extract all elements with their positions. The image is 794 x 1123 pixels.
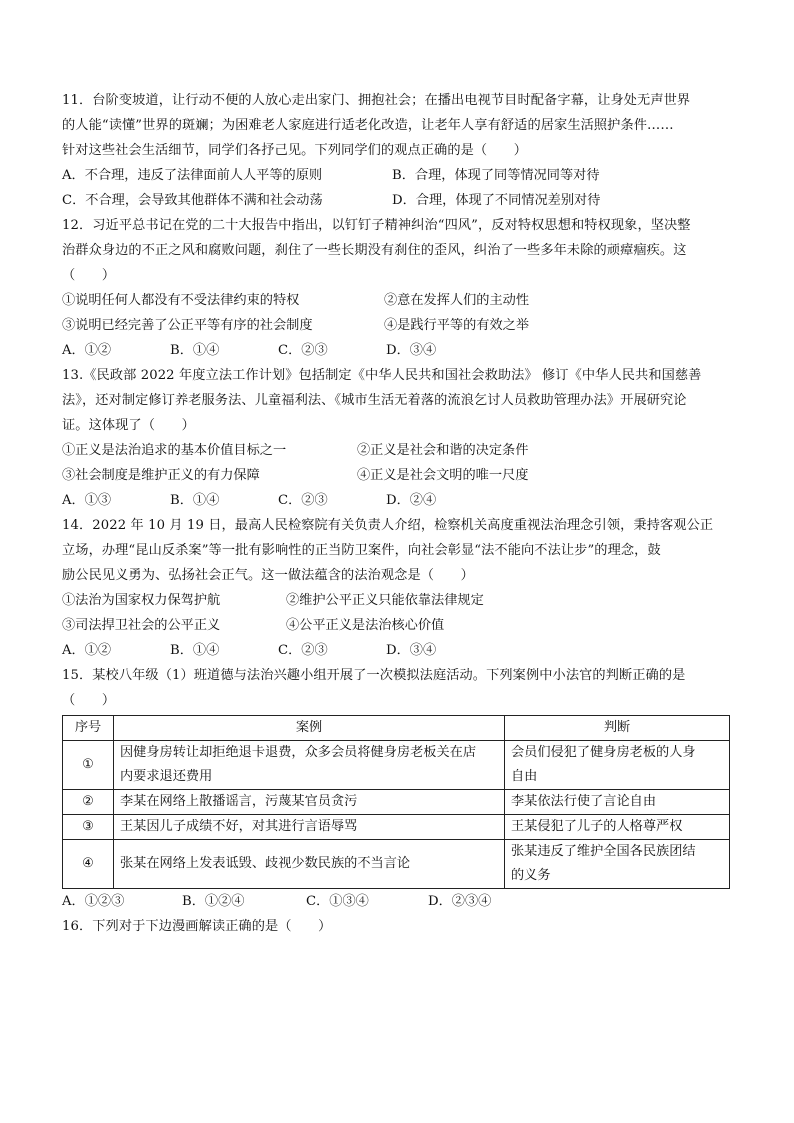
- question-text: 针对这些社会生活细节，同学们各抒己见。下列同学们的观点正确的是（ ）: [62, 143, 528, 158]
- question-text: 的人能“读懂”世界的斑斓；为困难老人家庭进行适老化改造，让老年人享有舒适的居家生活照护条件……: [62, 118, 674, 133]
- question-text: 证。这体现了（ ）: [62, 418, 195, 433]
- exam-page: [62, 88, 732, 939]
- option-a[interactable]: A．①②: [62, 643, 112, 658]
- row-judgment: 张某违反了维护全国各民族团结 的义务: [505, 840, 730, 889]
- statement-2: ②正义是社会和谐的决定条件: [357, 443, 529, 458]
- row-case: 张某在网络上发表诋毁、歧视少数民族的不当言论: [114, 840, 505, 889]
- option-c[interactable]: C．不合理，会导致其他群体不满和社会动荡: [62, 193, 323, 208]
- option-a[interactable]: A．①③: [62, 493, 112, 508]
- question-text: 16．下列对于下边漫画解读正确的是（ ）: [62, 919, 332, 934]
- statement-3: ③司法捍卫社会的公平正义: [62, 618, 221, 633]
- question-text: 14．2022 年 10 月 19 日，最高人民检察院有关负责人介绍，检察机关高度重视法治理念引领，秉持客观公正: [62, 518, 714, 533]
- question-text: 12．习近平总书记在党的二十大报告中指出，以钉钉子精神纠治“四风”，反对特权思想和特权现象，坚决整: [62, 218, 691, 233]
- option-c[interactable]: C．②③: [278, 643, 328, 658]
- header-number: 序号: [63, 716, 114, 741]
- table-row: [63, 790, 730, 815]
- row-judgment: 会员们侵犯了健身房老板的人身 自由: [505, 741, 730, 790]
- option-c[interactable]: C．②③: [278, 343, 328, 358]
- statement-1: ①说明任何人都没有不受法律约束的特权: [62, 293, 300, 308]
- case-table: [62, 715, 730, 889]
- question-text: 法》，还对制定修订养老服务法、儿童福利法、《城市生活无着落的流浪乞讨人员救助管理办法》开展研究论: [62, 393, 687, 408]
- question-12: [62, 213, 732, 363]
- statement-1: ①正义是法治追求的基本价值目标之一: [62, 443, 287, 458]
- option-a[interactable]: A．不合理，违反了法律面前人人平等的原则: [62, 168, 323, 183]
- statement-3: ③社会制度是维护正义的有力保障: [62, 468, 260, 483]
- option-b[interactable]: B．①②④: [182, 894, 245, 909]
- row-number: ①: [63, 741, 114, 790]
- row-judgment: 王某侵犯了儿子的人格尊严权: [505, 815, 730, 840]
- option-d[interactable]: D．②④: [386, 493, 437, 508]
- row-number: ③: [63, 815, 114, 840]
- statement-4: ④公平正义是法治核心价值: [286, 618, 445, 633]
- statement-2: ②意在发挥人们的主动性: [384, 293, 530, 308]
- header-case: 案例: [114, 716, 505, 741]
- option-c[interactable]: C．②③: [278, 493, 328, 508]
- option-a[interactable]: A．①②: [62, 343, 112, 358]
- question-16: [62, 914, 732, 939]
- question-15: [62, 663, 732, 914]
- question-text: 15．某校八年级（1）班道德与法治兴趣小组开展了一次模拟法庭活动。下列案例中小法官的判断正确的是: [62, 668, 686, 683]
- option-d[interactable]: D．③④: [386, 343, 437, 358]
- row-case: 李某在网络上散播谣言，污蔑某官员贪污: [114, 790, 505, 815]
- question-14: [62, 513, 732, 663]
- option-a[interactable]: A．①②③: [62, 894, 125, 909]
- table-row: [63, 840, 730, 889]
- question-text: 立场，办理“昆山反杀案”等一批有影响性的正当防卫案件，向社会彰显“法不能向不法让步”的理念，鼓: [62, 543, 661, 558]
- question-text: （ ）: [62, 268, 116, 283]
- row-judgment: 李某依法行使了言论自由: [505, 790, 730, 815]
- row-case: 因健身房转让却拒绝退卡退费，众多会员将健身房老板关在店 内要求退还费用: [114, 741, 505, 790]
- table-header-row: [63, 716, 730, 741]
- question-text: 治群众身边的不正之风和腐败问题，刹住了一些长期没有刹住的歪风，纠治了一些多年未除的顽瘴痼疾。这: [62, 243, 687, 258]
- statement-2: ②维护公平正义只能依靠法律规定: [286, 593, 484, 608]
- question-text: 11．台阶变坡道，让行动不便的人放心走出家门、拥抱社会；在播出电视节目时配备字幕，让身处无声世界: [62, 93, 691, 108]
- option-b[interactable]: B．①④: [170, 643, 220, 658]
- table-row: [63, 741, 730, 790]
- option-b[interactable]: B．合理，体现了同等情况同等对待: [392, 168, 600, 183]
- option-d[interactable]: D．②③④: [428, 894, 492, 909]
- question-text: 励公民见义勇为、弘扬社会正气。这一做法蕴含的法治观念是（ ）: [62, 568, 474, 583]
- option-d[interactable]: D．合理，体现了不同情况差别对待: [392, 193, 601, 208]
- question-text: 13.《民政部 2022 年度立法工作计划》包括制定《中华人民共和国社会救助法》 修订《中华人民共和国慈善: [62, 368, 702, 383]
- question-13: [62, 363, 732, 513]
- option-b[interactable]: B．①④: [170, 343, 220, 358]
- option-d[interactable]: D．③④: [386, 643, 437, 658]
- statement-4: ④是践行平等的有效之举: [384, 318, 530, 333]
- question-text: （ ）: [62, 693, 116, 708]
- table-row: [63, 815, 730, 840]
- statement-1: ①法治为国家权力保驾护航: [62, 593, 221, 608]
- option-c[interactable]: C．①③④: [306, 894, 369, 909]
- statement-4: ④正义是社会文明的唯一尺度: [357, 468, 529, 483]
- question-11: [62, 88, 732, 213]
- row-number: ④: [63, 840, 114, 889]
- option-b[interactable]: B．①④: [170, 493, 220, 508]
- row-case: 王某因儿子成绩不好，对其进行言语辱骂: [114, 815, 505, 840]
- header-judgment: 判断: [505, 716, 730, 741]
- statement-3: ③说明已经完善了公正平等有序的社会制度: [62, 318, 313, 333]
- row-number: ②: [63, 790, 114, 815]
